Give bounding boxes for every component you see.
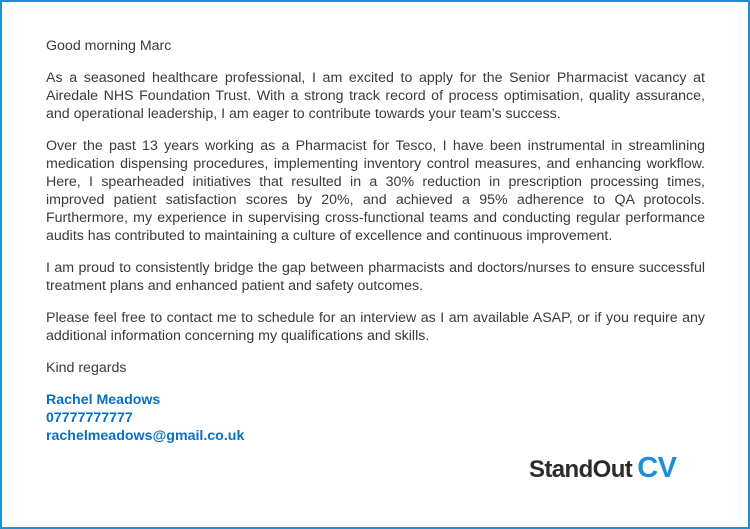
signature-email: rachelmeadows@gmail.co.uk [46, 428, 245, 444]
cover-letter [46, 37, 705, 445]
signature-name: Rachel Meadows [46, 392, 161, 408]
standout-cv-logo [529, 452, 677, 485]
paragraph-contact-request: Please feel free to contact me to schedule for an interview as I am available ASAP, or if you require any additional information concerning my qualifications and skills. [46, 310, 705, 344]
greeting: Good morning Marc [46, 38, 172, 54]
logo-accent: CV [637, 452, 677, 484]
closing: Kind regards [46, 360, 127, 376]
signature-block [46, 391, 705, 445]
signature-phone: 07777777777 [46, 410, 133, 426]
paragraph-intro: As a seasoned healthcare professional, I am excited to apply for the Senior Pharmacist vacancy at Airedale NHS Foundation Trust. With a strong track record of process optimisation, quality assurance, and operational leadership, I am eager to contribute towards your team’s success. [46, 70, 705, 122]
paragraph-strengths: I am proud to consistently bridge the gap between pharmacists and doctors/nurses to ensure successful treatment plans and enhanced patient and safety outcomes. [46, 260, 705, 294]
logo-wordmark: StandOut [529, 456, 633, 483]
paragraph-experience: Over the past 13 years working as a Pharmacist for Tesco, I have been instrumental in streamlining medication dispensing procedures, implementing inventory control measures, and enhancing workflow. Here, I spearheaded initiatives that resulted in a 30% reduction in prescription processing times, improved patient satisfaction scores by 20%, and achieved a 95% adherence to QA protocols. Furthermore, my experience in supervising cross-functional teams and conducting regular performance audits has contributed to maintaining a culture of excellence and continuous improvement. [46, 138, 705, 244]
